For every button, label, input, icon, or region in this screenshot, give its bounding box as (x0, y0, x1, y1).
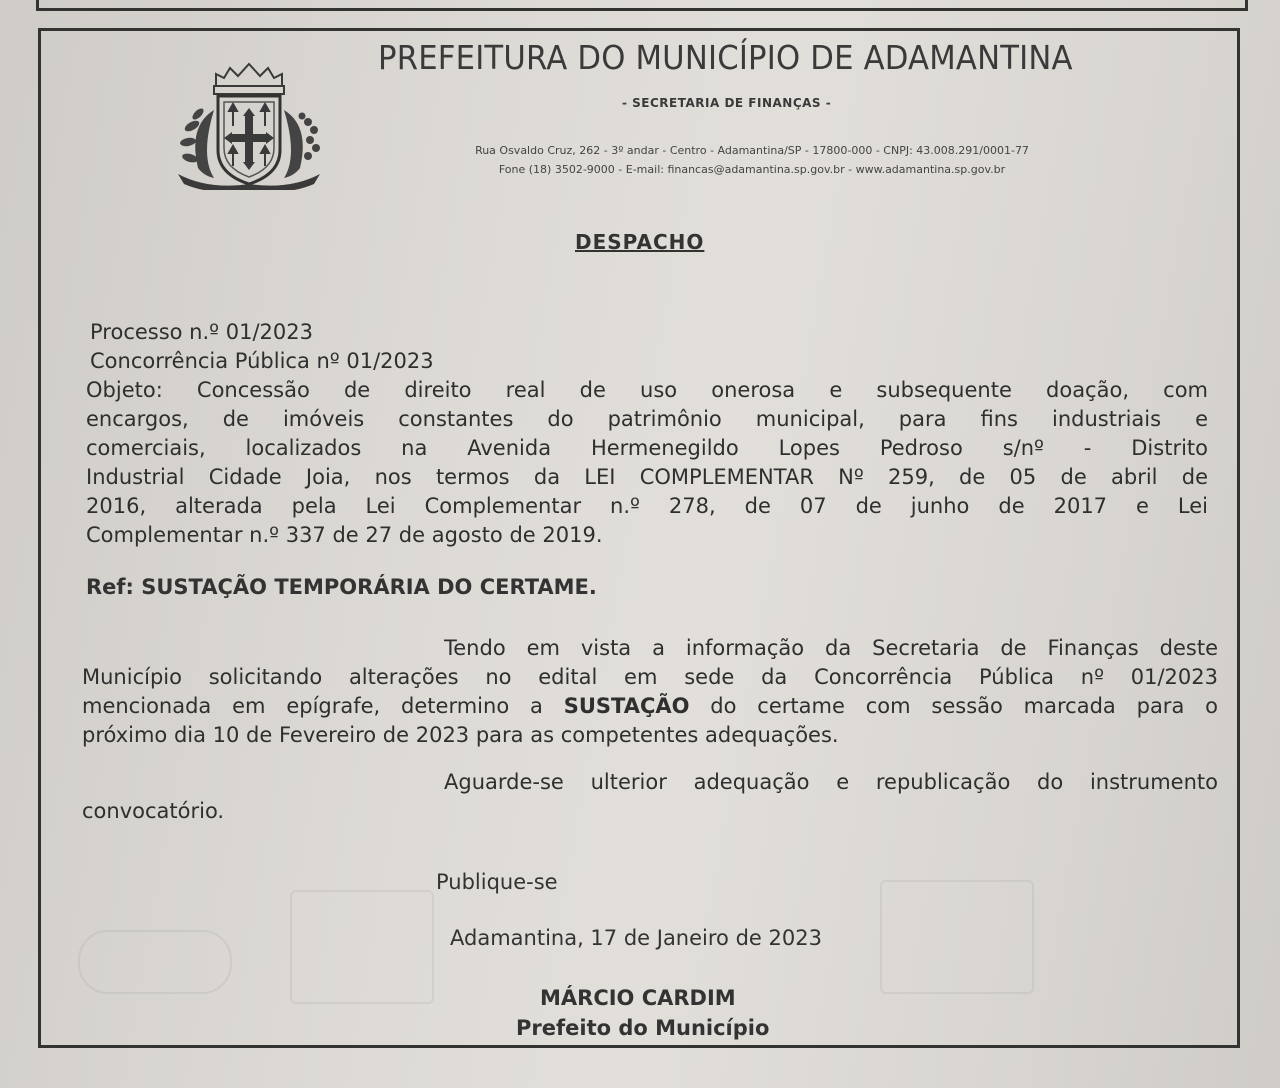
object-line: Industrial Cidade Joia, nos termos da LEI COMPLEMENTAR Nº 259, de 05 de abril de (86, 465, 1208, 489)
bleed-through-mark (880, 880, 1034, 994)
await-line: convocatório. (82, 799, 225, 823)
object-line: Objeto: Concessão de direito real de uso onerosa e subsequente doação, com (86, 378, 1208, 402)
object-line: encargos, de imóveis constantes do patrimônio municipal, para fins industriais e (86, 407, 1208, 431)
object-line: comerciais, localizados na Avenida Hermenegildo Lopes Pedroso s/nº - Distrito (86, 436, 1208, 460)
object-line: Complementar n.º 337 de 27 de agosto de 2019. (86, 523, 603, 547)
decision-line: próximo dia 10 de Fevereiro de 2023 para as competentes adequações. (82, 723, 839, 747)
signer-name: MÁRCIO CARDIM (540, 986, 736, 1010)
object-paragraph (86, 376, 1208, 550)
await-line: Aguarde-se ulterior adequação e republicação do instrumento (444, 770, 1218, 794)
bleed-through-mark (290, 890, 434, 1004)
previous-notice-border (36, 0, 1248, 11)
object-line: 2016, alterada pela Lei Complementar n.º 278, de 07 de junho de 2017 e Lei (86, 494, 1208, 518)
institution-name: PREFEITURA DO MUNICÍPIO DE ADAMANTINA (378, 38, 1073, 77)
process-number: Processo n.º 01/2023 (90, 320, 313, 344)
decision-line: Tendo em vista a informação da Secretaria de Finanças deste (444, 636, 1218, 660)
paragraph-gap (82, 750, 1218, 768)
bleed-through-mark (78, 930, 232, 994)
suspension-emphasis: SUSTAÇÃO (563, 694, 690, 718)
reference-line: Ref: SUSTAÇÃO TEMPORÁRIA DO CERTAME. (86, 575, 597, 599)
document-date: Adamantina, 17 de Janeiro de 2023 (450, 926, 822, 950)
department-name: - SECRETARIA DE FINANÇAS - (622, 96, 832, 110)
decision-paragraph (82, 634, 1218, 826)
publish-order: Publique-se (436, 870, 558, 894)
municipal-coat-of-arms-icon (158, 56, 340, 190)
institution-address (372, 141, 1132, 179)
decision-line-start: mencionada em epígrafe, determino a (82, 694, 564, 718)
decision-line-end: do certame com sessão marcada para o (689, 694, 1218, 718)
contact-line: Fone (18) 3502-9000 - E-mail: financas@adamantina.sp.gov.br - www.adamantina.sp.gov.br (498, 163, 1006, 176)
document-title: DESPACHO (575, 230, 705, 254)
decision-line: Município solicitando alterações no edital em sede da Concorrência Pública nº 01/2023 (82, 665, 1218, 689)
tender-number: Concorrência Pública nº 01/2023 (90, 349, 434, 373)
address-line: Rua Osvaldo Cruz, 262 - 3º andar - Centro - Adamantina/SP - 17800-000 - CNPJ: 43.008.291/0001-77 (475, 144, 1029, 157)
signer-role: Prefeito do Município (516, 1016, 770, 1040)
decision-line (82, 692, 1218, 721)
